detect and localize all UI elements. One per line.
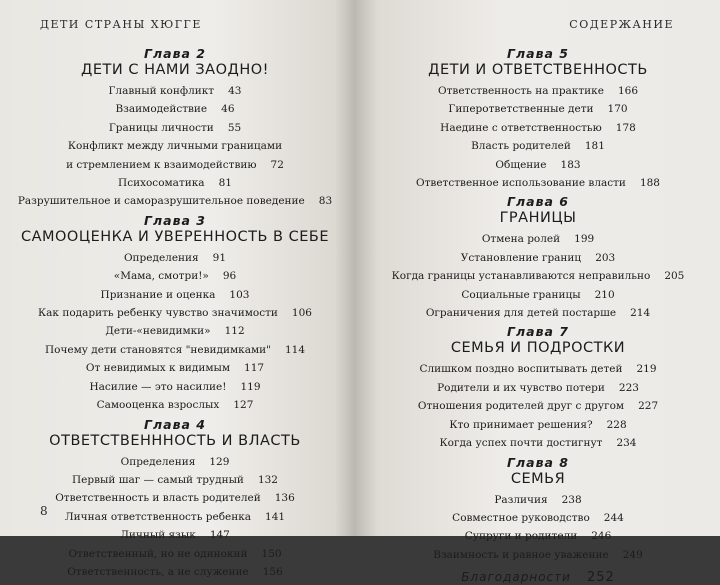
toc-entry bbox=[372, 100, 704, 118]
toc-entry-page: 46 bbox=[221, 103, 235, 116]
toc-entry bbox=[372, 416, 704, 434]
chapter-block bbox=[372, 455, 704, 565]
toc-entry bbox=[8, 304, 342, 322]
toc-entry-title: Разрушительное и саморазрушительное поведение bbox=[17, 195, 305, 208]
toc-entry bbox=[372, 379, 704, 397]
toc-entry-title: Ответственность и власть родителей bbox=[55, 492, 261, 505]
toc-entry-title: От невидимых к видимым bbox=[85, 362, 231, 375]
toc-entry-page: 223 bbox=[618, 381, 639, 394]
toc-entry-title: Установление границ bbox=[460, 251, 582, 264]
right-page bbox=[356, 0, 720, 585]
toc-entry-title: Когда границы устанавливаются неправильно bbox=[391, 270, 651, 283]
running-head-left: ДЕТИ СТРАНЫ ХЮГГЕ bbox=[40, 18, 202, 31]
toc-entry bbox=[372, 249, 704, 267]
toc-entry-title: Первый шаг — самый трудный bbox=[72, 473, 244, 486]
toc-entry-page: 141 bbox=[265, 510, 286, 523]
toc-entry-page: 127 bbox=[233, 399, 254, 412]
toc-entry-page: 156 bbox=[262, 565, 283, 578]
toc-entry-title: Слишком поздно воспитывать детей bbox=[419, 363, 623, 376]
toc-entry-page: 43 bbox=[228, 85, 242, 97]
toc-entry-page: 112 bbox=[224, 325, 245, 338]
chapter-title: ГРАНИЦЫ bbox=[499, 210, 577, 227]
toc-entry-page: 117 bbox=[244, 362, 265, 375]
toc-entry bbox=[8, 359, 342, 377]
chapter-block bbox=[8, 46, 342, 211]
toc-entry bbox=[8, 489, 342, 507]
toc-entry-page: 166 bbox=[617, 85, 638, 97]
toc-entry bbox=[372, 527, 704, 545]
chapter-label: Глава 8 bbox=[507, 454, 569, 470]
toc-entry bbox=[8, 508, 342, 526]
toc-entry-page: 72 bbox=[270, 158, 284, 171]
toc-entry-page: 170 bbox=[607, 103, 628, 116]
toc-entry-page: 96 bbox=[222, 270, 237, 283]
toc-entry bbox=[372, 286, 704, 304]
toc-entry-title: Признание и оценка bbox=[100, 288, 216, 301]
toc-entry-title: Ответственное использование власти bbox=[416, 177, 626, 190]
toc-entry bbox=[372, 546, 704, 564]
chapter-title: ДЕТИ И ОТВЕТСТВЕННОСТЬ bbox=[428, 62, 648, 78]
toc-entry bbox=[8, 267, 342, 285]
toc-entry-page: 249 bbox=[622, 548, 643, 561]
toc-entry-title: Отмена ролей bbox=[481, 233, 561, 246]
toc-entry bbox=[8, 563, 342, 581]
left-page bbox=[0, 0, 356, 578]
toc-entry-title: Главный конфликт bbox=[108, 85, 215, 97]
acknowledgements-entry bbox=[372, 570, 704, 585]
toc-entry-title: Личный язык bbox=[120, 529, 196, 542]
toc-entry bbox=[8, 453, 342, 471]
toc-entry-page: 181 bbox=[584, 140, 605, 153]
toc-entry bbox=[8, 119, 342, 137]
toc-entry-page: 203 bbox=[595, 251, 616, 264]
toc-entry bbox=[8, 341, 342, 359]
toc-entry-page: 129 bbox=[209, 455, 230, 468]
toc-entry-title: Наедине с ответственностью bbox=[440, 121, 602, 134]
chapter-label: Глава 2 bbox=[144, 46, 206, 61]
toc-entry-page: 150 bbox=[261, 547, 282, 560]
toc-entry-page: 183 bbox=[560, 158, 581, 171]
toc-entry-title: Гиперответственные дети bbox=[448, 103, 594, 116]
toc-right bbox=[372, 46, 704, 585]
toc-entry-title: Ограничения для детей постарше bbox=[425, 307, 617, 320]
toc-entry bbox=[8, 100, 342, 118]
toc-entry-title: Ответственность на практике bbox=[438, 85, 604, 97]
toc-entry-title: Отношения родителей друг с другом bbox=[417, 400, 625, 413]
toc-entry bbox=[372, 82, 704, 100]
toc-entry-title: Когда успех почти достигнут bbox=[439, 437, 603, 450]
toc-entry bbox=[8, 286, 342, 304]
chapter-label: Глава 6 bbox=[507, 194, 569, 210]
toc-entry-page: 188 bbox=[639, 177, 660, 190]
toc-entry-title: Совместное руководство bbox=[452, 511, 590, 524]
toc-entry-page: 205 bbox=[664, 270, 685, 283]
chapter-title: САМООЦЕНКА И УВЕРЕННОСТЬ В СЕБЕ bbox=[20, 228, 330, 245]
toc-entry-page: 83 bbox=[318, 195, 333, 208]
toc-entry-title: Ответственность, а не служение bbox=[67, 565, 249, 578]
toc-entry bbox=[8, 192, 342, 210]
toc-entry-page: 246 bbox=[591, 530, 612, 543]
toc-entry-title: «Мама, смотри!» bbox=[113, 270, 209, 283]
toc-entry-page: 234 bbox=[616, 437, 637, 450]
toc-entry-page: 244 bbox=[603, 511, 624, 524]
toc-entry bbox=[372, 304, 704, 322]
toc-entry-page: 55 bbox=[227, 121, 242, 134]
toc-entry bbox=[372, 434, 704, 452]
chapter-label: Глава 5 bbox=[507, 46, 569, 61]
toc-entry-page: 199 bbox=[574, 233, 595, 246]
toc-entry-title: Психосоматика bbox=[118, 177, 205, 190]
toc-entry-title: Кто принимает решения? bbox=[449, 418, 593, 431]
chapter-title: СЕМЬЯ bbox=[510, 470, 566, 487]
toc-entry-title: Общение bbox=[495, 158, 547, 171]
toc-entry-title: Дети-«невидимки» bbox=[105, 325, 211, 338]
chapter-label: Глава 3 bbox=[144, 212, 206, 228]
chapter-label: Глава 7 bbox=[507, 324, 569, 340]
toc-entry bbox=[8, 249, 342, 267]
toc-entry bbox=[8, 156, 342, 174]
toc-entry-page: 214 bbox=[630, 307, 651, 320]
running-head-right: СОДЕРЖАНИЕ bbox=[569, 18, 674, 31]
toc-entry bbox=[372, 509, 704, 527]
toc-entry bbox=[8, 545, 342, 563]
toc-entry-title: Почему дети становятся "невидимками" bbox=[44, 343, 271, 356]
toc-entry bbox=[372, 174, 704, 192]
toc-entry-page: 219 bbox=[636, 363, 657, 376]
toc-entry bbox=[8, 82, 342, 100]
toc-entry-title: Власть родителей bbox=[471, 140, 571, 153]
toc-entry bbox=[8, 137, 342, 155]
toc-entry-page: 91 bbox=[212, 251, 227, 264]
toc-entry-page: 227 bbox=[638, 400, 659, 413]
toc-entry-page: 228 bbox=[606, 418, 627, 431]
toc-entry-title: Ответственный, но не одинокий bbox=[68, 547, 248, 560]
toc-entry-title: Как подарить ребенку чувство значимости bbox=[38, 307, 278, 320]
chapter-title: ДЕТИ С НАМИ ЗАОДНО! bbox=[81, 62, 269, 78]
toc-entry-page: 119 bbox=[240, 380, 261, 393]
toc-entry-title: Границы личности bbox=[108, 121, 214, 134]
toc-entry bbox=[8, 396, 342, 414]
chapter-title: ОТВЕТСТВЕНННОСТЬ И ВЛАСТЬ bbox=[49, 432, 301, 449]
chapter-block bbox=[372, 46, 704, 192]
toc-entry-title: Взаимодействие bbox=[115, 103, 208, 116]
toc-entry-page: 103 bbox=[229, 288, 250, 301]
chapter-block bbox=[8, 417, 342, 582]
toc-entry bbox=[372, 397, 704, 415]
toc-entry-page: 81 bbox=[218, 177, 232, 190]
chapter-label: Глава 4 bbox=[144, 416, 206, 432]
toc-entry bbox=[8, 174, 342, 192]
toc-entry-page: 147 bbox=[209, 529, 230, 542]
toc-entry-title: Социальные границы bbox=[461, 288, 581, 301]
toc-entry-page: 178 bbox=[615, 121, 636, 134]
toc-entry bbox=[8, 378, 342, 396]
toc-entry-title: Насилие — это насилие! bbox=[89, 380, 227, 393]
toc-entry-page: 136 bbox=[274, 492, 295, 505]
toc-entry bbox=[8, 322, 342, 340]
toc-left bbox=[8, 46, 342, 583]
toc-entry-page: 210 bbox=[594, 288, 615, 301]
chapter-block bbox=[372, 324, 704, 452]
toc-entry-title: Взаимность и равное уважение bbox=[433, 548, 609, 561]
toc-entry bbox=[372, 119, 704, 137]
toc-entry bbox=[372, 137, 704, 155]
toc-entry-title: Родители и их чувство потери bbox=[437, 381, 605, 394]
toc-entry-title: Самооценка взрослых bbox=[96, 399, 220, 412]
toc-entry-title: Конфликт между личными границами bbox=[67, 140, 283, 153]
chapter-title: СЕМЬЯ И ПОДРОСТКИ bbox=[450, 340, 626, 357]
toc-entry-title: Супруги и родители bbox=[464, 530, 578, 543]
toc-entry bbox=[8, 471, 342, 489]
toc-entry bbox=[372, 230, 704, 248]
acknowledgements-page: 252 bbox=[586, 570, 615, 585]
toc-entry-page: 238 bbox=[561, 493, 582, 506]
toc-entry bbox=[372, 156, 704, 174]
toc-entry bbox=[372, 360, 704, 378]
toc-entry-title: Определения bbox=[120, 455, 196, 468]
toc-entry-page: 114 bbox=[284, 343, 306, 356]
toc-entry-title: Личная ответственность ребенка bbox=[64, 510, 252, 523]
toc-entry bbox=[372, 267, 704, 285]
toc-entry bbox=[8, 526, 342, 544]
chapter-block bbox=[372, 194, 704, 322]
chapter-block bbox=[8, 213, 342, 415]
toc-entry-page: 132 bbox=[257, 473, 278, 486]
acknowledgements-title: Благодарности bbox=[461, 570, 571, 585]
toc-entry-title: Определения bbox=[123, 251, 199, 264]
toc-entry-title: и стремлением к взаимодействию bbox=[66, 158, 257, 171]
page-number: 8 bbox=[40, 504, 48, 518]
toc-entry-page: 106 bbox=[291, 307, 312, 320]
toc-entry-title: Различия bbox=[494, 493, 548, 506]
toc-entry bbox=[372, 491, 704, 509]
